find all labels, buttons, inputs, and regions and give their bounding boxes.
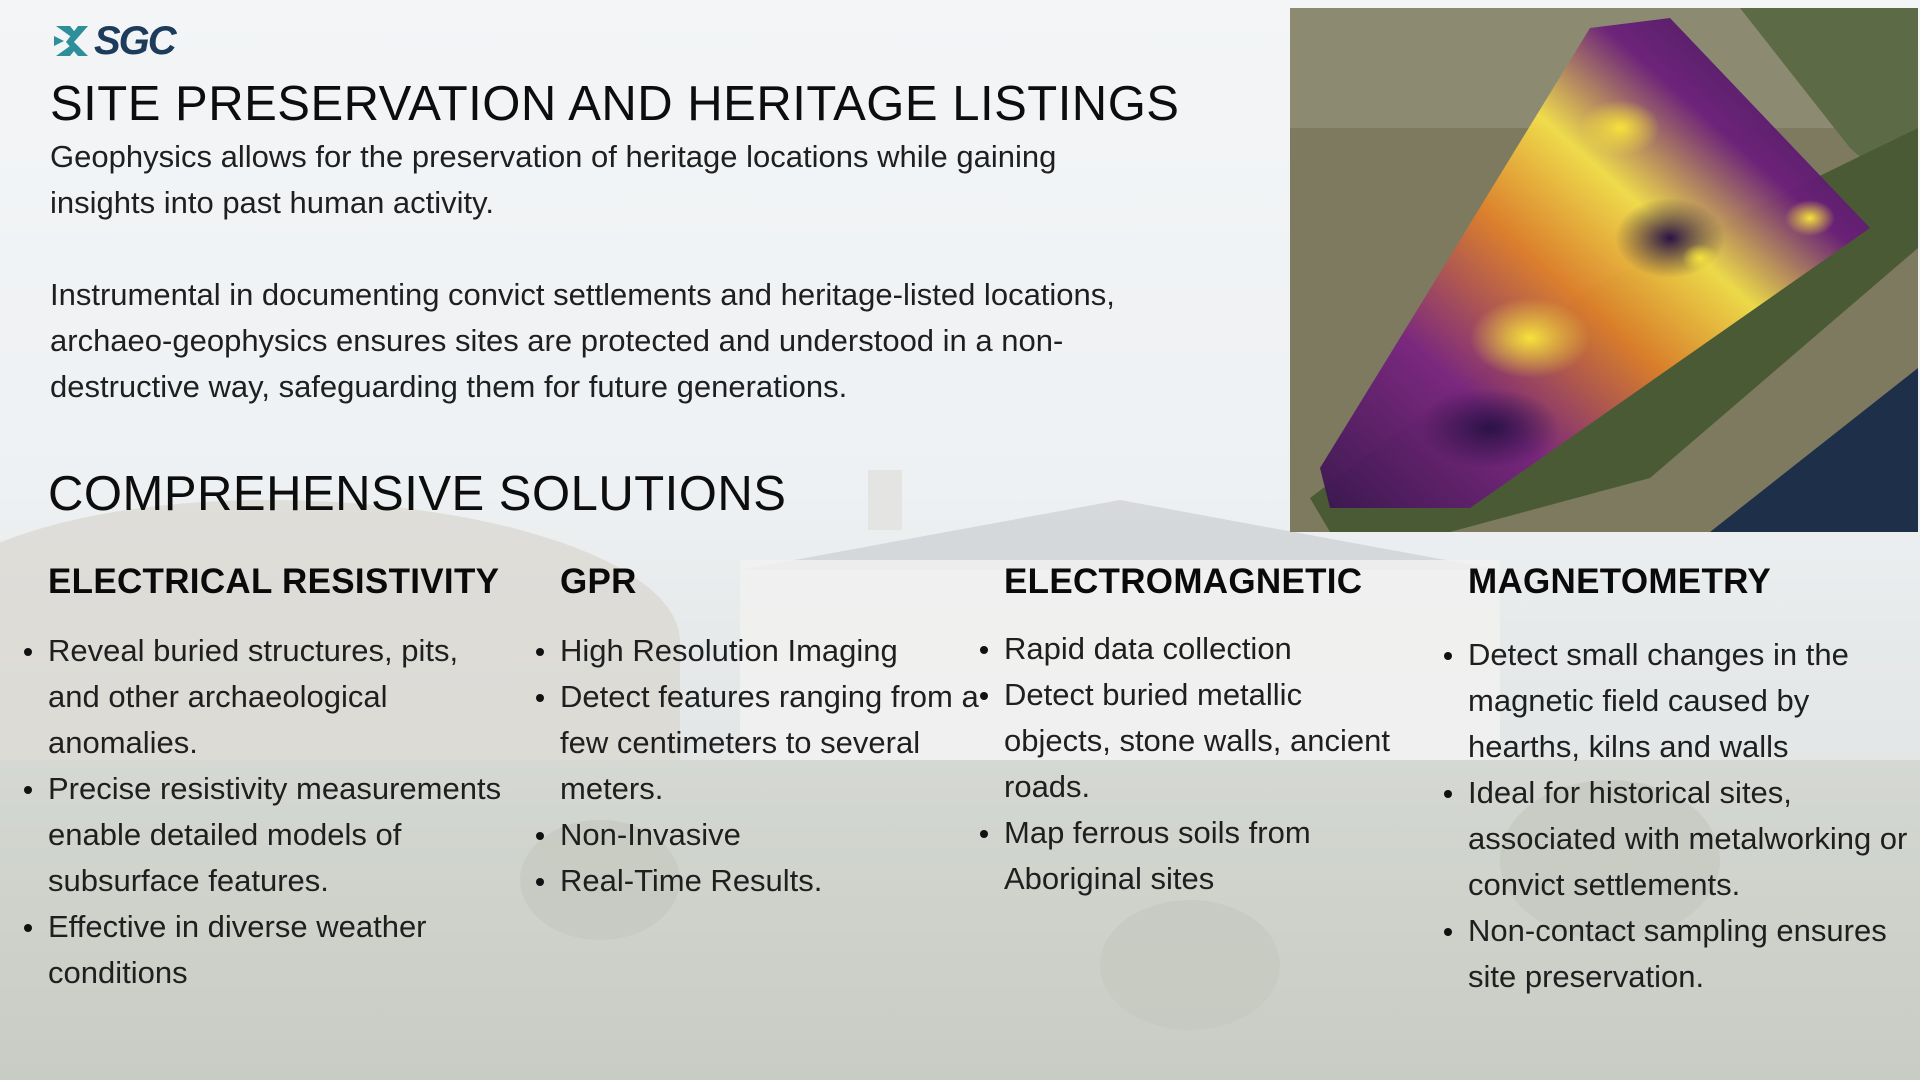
column-title: ELECTRICAL RESISTIVITY <box>48 562 500 601</box>
list-item: Map ferrous soils from Aboriginal sites <box>1004 810 1394 902</box>
intro-paragraph: Instrumental in documenting convict settlements and heritage-listed locations, archaeo-geophysics ensures sites are protected and understood in a non-destructive way, safeguarding them for future generations. <box>50 277 1115 404</box>
list-item: Rapid data collection <box>1004 626 1394 672</box>
solution-column-gpr <box>560 562 980 904</box>
intro-text <box>50 134 1170 410</box>
list-item: Precise resistivity measurements enable detailed models of subsurface features. <box>48 766 518 904</box>
list-item: Reveal buried structures, pits, and other archaeological anomalies. <box>48 628 518 766</box>
feature-list <box>1468 632 1908 1000</box>
list-item: High Resolution Imaging <box>560 628 980 674</box>
logo-text: SGC <box>94 18 175 63</box>
survey-heatmap-image <box>1290 8 1918 532</box>
list-item: Non-contact sampling ensures site preservation. <box>1468 908 1908 1000</box>
feature-list <box>48 628 518 996</box>
logo-mark-icon <box>52 22 92 60</box>
page-title: SITE PRESERVATION AND HERITAGE LISTINGS <box>50 77 1180 131</box>
solution-column-electromagnetic <box>1004 562 1394 902</box>
list-item: Ideal for historical sites, associated with metalworking or convict settlements. <box>1468 770 1908 908</box>
list-item: Detect buried metallic objects, stone walls, ancient roads. <box>1004 672 1394 810</box>
feature-list <box>1004 626 1394 902</box>
list-item: Non-Invasive <box>560 812 980 858</box>
feature-list <box>560 628 980 904</box>
section-heading: COMPREHENSIVE SOLUTIONS <box>48 467 787 521</box>
list-item: Real-Time Results. <box>560 858 980 904</box>
column-title: ELECTROMAGNETIC <box>1004 562 1363 601</box>
logo <box>52 20 175 62</box>
solution-column-magnetometry <box>1468 562 1908 1000</box>
solution-column-electrical-resistivity <box>48 562 518 996</box>
list-item: Detect features ranging from a few centimeters to several meters. <box>560 674 980 812</box>
intro-paragraph: Geophysics allows for the preservation of heritage locations while gaining insights into past human activity. <box>50 139 1057 220</box>
list-item: Effective in diverse weather conditions <box>48 904 518 996</box>
column-title: GPR <box>560 562 637 601</box>
list-item: Detect small changes in the magnetic field caused by hearths, kilns and walls <box>1468 632 1908 770</box>
column-title: MAGNETOMETRY <box>1468 562 1772 601</box>
